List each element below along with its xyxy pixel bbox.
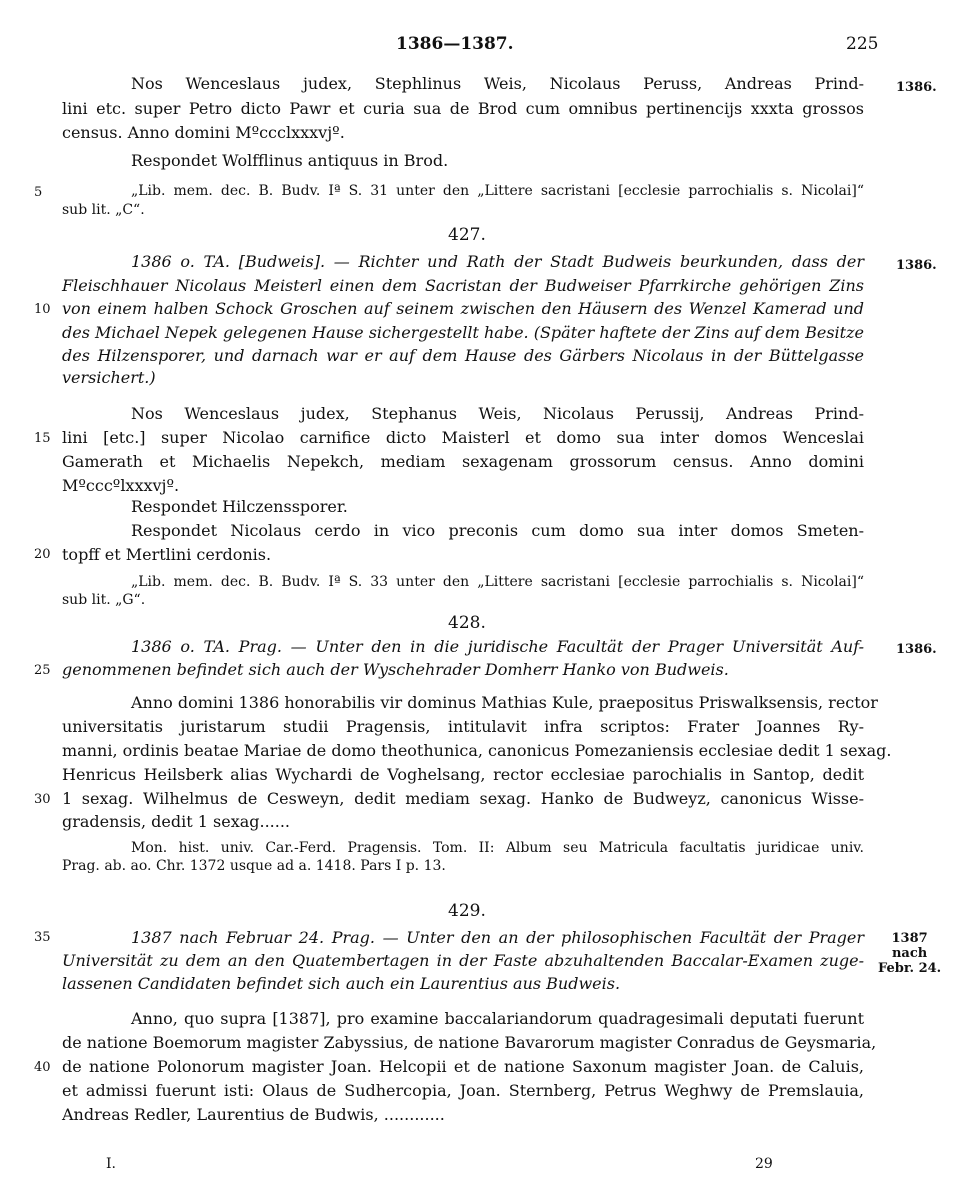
regest-line: versichert.) — [62, 368, 156, 387]
text-line: manni, ordinis beatae Mariae de domo theothunica, canonicus Pomezaniensis ecclesiae dedit 1 sexag. — [62, 741, 892, 760]
text-line: Andreas Redler, Laurentius de Budwis, ............ — [62, 1105, 445, 1124]
document-number: 428. — [448, 613, 486, 633]
text-line: Respondet Hilczenssporer. — [131, 497, 348, 516]
margin-date: 1386. — [896, 258, 937, 273]
source-note: sub lit. „G“. — [62, 592, 146, 608]
text-line: Nos Wenceslaus judex, Stephanus Weis, Nicolaus Perussij, Andreas Prind- — [131, 404, 864, 423]
line-number: 35 — [34, 930, 51, 945]
printer-signature: 29 — [755, 1156, 773, 1172]
source-note: Mon. hist. univ. Car.-Ferd. Pragensis. Tom. II: Album seu Matricula facultatis juridicae univ. — [131, 840, 864, 856]
source-note: „Lib. mem. dec. B. Budv. Iª S. 33 unter den „Littere sacristani [ecclesie parrochialis s. Nicolai]“ — [131, 574, 864, 590]
line-number: 5 — [34, 185, 43, 200]
text-line: lini etc. super Petro dicto Pawr et curia sua de Brod cum omnibus pertinencijs xxxta grossos — [62, 99, 864, 118]
text-line: Mºcccºlxxxvjº. — [62, 476, 180, 495]
regest-line: des Hilzensporer, und darnach war er auf dem Hause des Gärbers Nicolaus in der Büttelgasse — [62, 346, 864, 365]
line-number: 30 — [34, 792, 51, 807]
document-number: 429. — [448, 901, 486, 921]
text-line: Anno, quo supra [1387], pro examine baccalariandorum quadragesimali deputati fuerunt — [131, 1009, 864, 1028]
text-line: Respondet Wolfflinus antiquus in Brod. — [131, 151, 449, 170]
regest-line: Universität zu dem an den Quatembertagen in der Faste abzuhaltenden Baccalar-Examen zuge- — [62, 951, 864, 970]
text-line: 1 sexag. Wilhelmus de Cesweyn, dedit mediam sexag. Hanko de Budweyz, canonicus Wisse- — [62, 789, 864, 808]
text-line: de natione Boemorum magister Zabyssius, de natione Bavarorum magister Conradus de Geysmaria, — [62, 1033, 877, 1052]
text-line: topff et Mertlini cerdonis. — [62, 545, 272, 564]
margin-date: 1386. — [896, 80, 937, 95]
text-line: Gamerath et Michaelis Nepekch, mediam sexagenam grossorum census. Anno domini — [62, 452, 864, 471]
line-number: 40 — [34, 1060, 51, 1075]
running-title: 1386—1387. — [396, 34, 514, 54]
text-line: census. Anno domini Mºccclxxxvjº. — [62, 123, 345, 142]
page-number: 225 — [846, 34, 879, 54]
line-number: 15 — [34, 431, 51, 446]
text-line: Anno domini 1386 honorabilis vir dominus Mathias Kule, praepositus Priswalksensis, rector — [131, 693, 878, 712]
line-number: 10 — [34, 302, 51, 317]
text-line: et admissi fuerunt isti: Olaus de Sudhercopia, Joan. Sternberg, Petrus Weghwy de Premslauia, — [62, 1081, 864, 1100]
text-line: Respondet Nicolaus cerdo in vico preconis cum domo sua inter domos Smeten- — [131, 521, 864, 540]
margin-date: 1386. — [896, 642, 937, 657]
regest-line: lassenen Candidaten befindet sich auch ein Laurentius aus Budweis. — [62, 974, 621, 993]
regest-line: des Michael Nepek gelegenen Hause sichergestellt habe. (Später haftete der Zins auf dem Besitze — [62, 323, 864, 342]
line-number: 25 — [34, 663, 51, 678]
regest-line: 1386 o. TA. [Budweis]. — Richter und Rath der Stadt Budweis beurkunden, dass der — [131, 252, 864, 271]
source-note: „Lib. mem. dec. B. Budv. Iª S. 31 unter den „Littere sacristani [ecclesie parrochialis s. Nicolai]“ — [131, 183, 864, 199]
volume-marker: I. — [106, 1156, 116, 1172]
text-line: lini [etc.] super Nicolao carnifice dicto Maisterl et domo sua inter domos Wenceslai — [62, 428, 864, 447]
margin-date-line: Febr. 24. — [878, 961, 942, 976]
margin-date-line: nach — [891, 946, 928, 961]
document-number: 427. — [448, 225, 486, 245]
regest-line: 1386 o. TA. Prag. — Unter den in die juridische Facultät der Prager Universität Auf- — [131, 637, 864, 656]
text-line: universitatis juristarum studii Pragensis, intitulavit infra scriptos: Frater Joannes Ry- — [62, 717, 864, 736]
text-line: Nos Wenceslaus judex, Stephlinus Weis, Nicolaus Peruss, Andreas Prind- — [131, 74, 864, 93]
regest-line: genommenen befindet sich auch der Wyschehrader Domherr Hanko von Budweis. — [62, 660, 729, 679]
line-number: 20 — [34, 547, 51, 562]
regest-line: 1387 nach Februar 24. Prag. — Unter den an der philosophischen Facultät der Prager — [131, 928, 864, 947]
regest-line: Fleischhauer Nicolaus Meisterl einen dem Sacristan der Budweiser Pfarrkirche gehörigen Zins — [62, 276, 864, 295]
margin-date — [878, 931, 941, 976]
regest-line: von einem halben Schock Groschen auf seinem zwischen den Häusern des Wenzel Kamerad und — [62, 299, 864, 318]
source-note: Prag. ab. ao. Chr. 1372 usque ad a. 1418. Pars I p. 13. — [62, 858, 446, 874]
text-line: Henricus Heilsberk alias Wychardi de Voghelsang, rector ecclesiae parochialis in Santop, dedit — [62, 765, 864, 784]
text-line: gradensis, dedit 1 sexag...... — [62, 812, 291, 831]
source-note: sub lit. „C“. — [62, 202, 145, 218]
margin-date-line: 1387 — [891, 931, 928, 946]
text-line: de natione Polonorum magister Joan. Helcopii et de natione Saxonum magister Joan. de Caluis, — [62, 1057, 864, 1076]
